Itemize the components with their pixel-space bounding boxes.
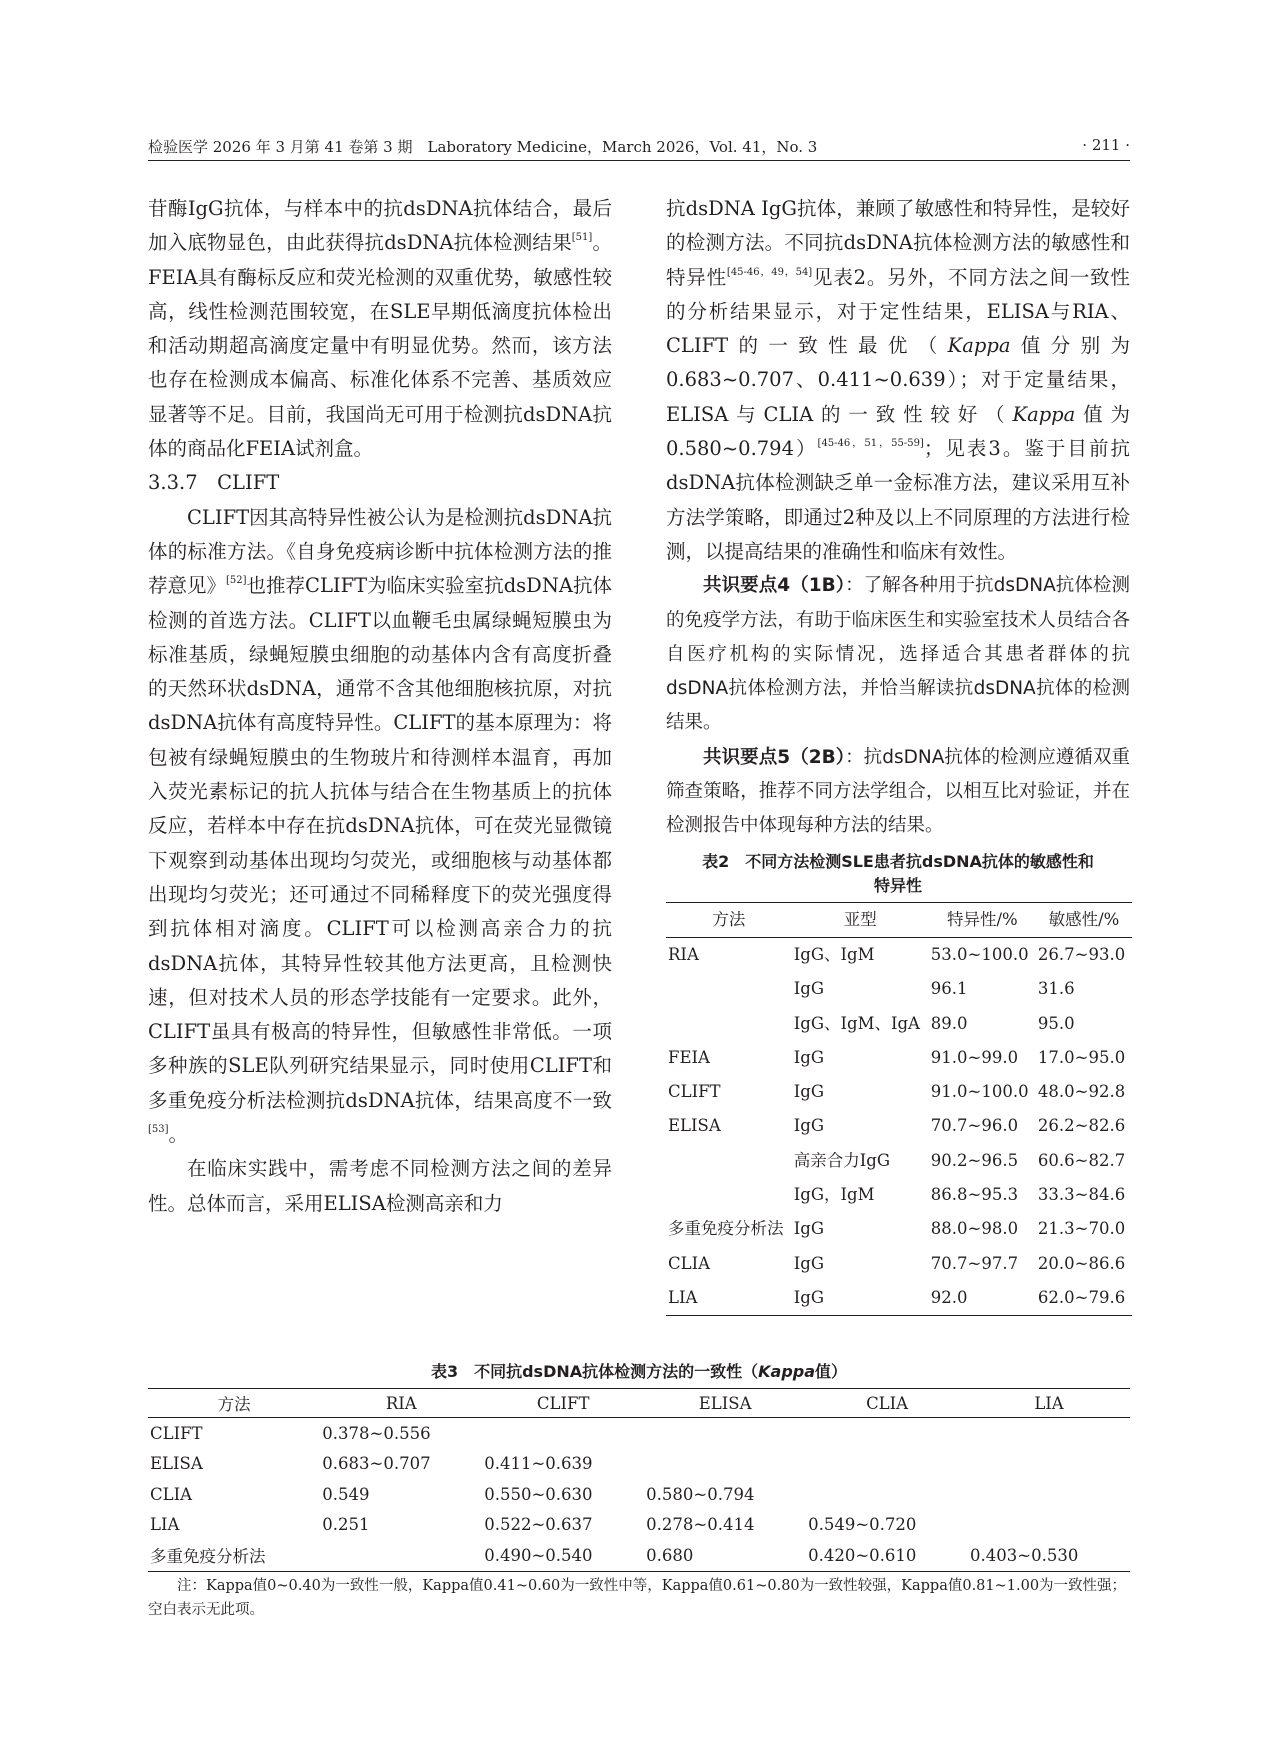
table-row: CLIFT IgG 91.0~100.0 48.0~92.8	[668, 1082, 1126, 1102]
column-header: RIA	[320, 1389, 482, 1418]
table2-caption: 表2 不同方法检测SLE患者抗dsDNA抗体的敏感性和 特异性	[702, 851, 1094, 895]
table-row: IgG，IgM 86.8~95.3 33.3~84.6	[793, 1185, 1126, 1205]
paragraph-continued: 抗dsDNA IgG抗体，兼顾了敏感性和特异性，是较好的检测方法。不同抗dsDNA抗体检测方法的敏感性和特异性[45-46，49，54]见表2。另外，不同方法之间一致性的分析结果显示，对于定性结果，ELISA与RIA、CLIFT的一致性最优（Kappa值分别为0.683~0.707、0.411~0.639）；对于定量结果，ELISA与CLIA的一致性较好（Kappa值为0.580~0.794）[45-46，51，55-59]；见表3。鉴于目前抗dsDNA抗体检测缺乏单一金标准方法，建议采用互补方法学策略，即通过2种及以上不同原理的方法进行检测，以提高结果的准确性和临床有效性。	[666, 197, 1130, 563]
table-row: LIA IgG 92.0 62.0~79.6	[666, 1281, 1132, 1316]
section-heading: 3.3.7 CLIFT	[148, 471, 280, 495]
citation: [52]	[226, 575, 247, 587]
table-row: LIA 0.251 0.522~0.637 0.278~0.414 0.549~0.720	[150, 1515, 917, 1535]
table2	[666, 902, 1132, 1317]
table-row: 高亲合力IgG 90.2~96.5 60.6~82.7	[793, 1150, 1126, 1170]
table-row: RIA IgG、IgM 53.0~100.0 26.7~93.0	[668, 944, 1126, 964]
page-number: · 211 ·	[1082, 136, 1130, 154]
table3	[148, 1388, 1130, 1572]
column-header: 方法	[148, 1389, 320, 1418]
citation: [45-46，49，54]	[726, 266, 813, 278]
table-row: FEIA IgG 91.0~99.0 17.0~95.0	[668, 1047, 1126, 1067]
consensus-point-5: 共识要点5（2B）：抗dsDNA抗体的检测应遵循双重筛查策略，推荐不同方法学组合，以相互比对验证，并在检测报告中体现每种方法的结果。	[666, 746, 1130, 837]
table-row: 多重免疫分析法 0.490~0.540 0.680 0.420~0.610 0.403~0.530	[148, 1540, 1130, 1571]
column-header: CLIA	[806, 1389, 968, 1418]
paragraph-practice: 在临床实践中，需考虑不同检测方法之间的差异性。总体而言，采用ELISA检测高亲和力	[148, 1157, 612, 1215]
right-column	[666, 192, 1130, 1316]
left-column	[148, 192, 612, 1221]
running-header	[148, 134, 1130, 161]
table-header-row	[148, 1389, 1130, 1418]
table-row: IgG、IgM、IgA 89.0 95.0	[793, 1013, 1075, 1033]
table-row: CLIFT 0.378~0.556	[150, 1423, 431, 1443]
journal-citation: 检验医学 2026 年 3 月第 41 卷第 3 期 Laboratory Medicine，March 2026，Vol. 41，No. 3	[148, 138, 818, 156]
citation: [53]	[148, 1124, 169, 1136]
column-header: LIA	[968, 1389, 1130, 1418]
column-header: 方法	[666, 902, 792, 937]
table-row: CLIA IgG 70.7~97.7 20.0~86.6	[668, 1253, 1126, 1273]
paragraph-feia: 苷酶IgG抗体，与样本中的抗dsDNA抗体结合，最后加入底物显色，由此获得抗dsDNA抗体检测结果[51]。FEIA具有酶标反应和荧光检测的双重优势，敏感性较高，线性检测范围较宽，在SLE早期低滴度抗体检出和活动期超高滴度定量中有明显优势。然而，该方法也存在检测成本偏高、标准化体系不完善、基质效应显著等不足。目前，我国尚无可用于检测抗dsDNA抗体的商品化FEIA试剂盒。	[148, 197, 612, 461]
table-row: ELISA IgG 70.7~96.0 26.2~82.6	[668, 1116, 1126, 1136]
table3-note: 注：Kappa值0~0.40为一致性一般，Kappa值0.41~0.60为一致性中等，Kappa值0.61~0.80为一致性较强，Kappa值0.81~1.00为一致性强；空白表示无此项。	[148, 1577, 1127, 1618]
table-row: 多重免疫分析法 IgG 88.0~98.0 21.3~70.0	[668, 1219, 1126, 1239]
citation: [45-46，51，55-59]	[817, 438, 924, 450]
paragraph-clift: CLIFT因其高特异性被公认为是检测抗dsDNA抗体的标准方法。《自身免疫病诊断中抗体检测方法的推荐意见》[52]也推荐CLIFT为临床实验室抗dsDNA抗体检测的首选方法。CLIFT以血鞭毛虫属绿蝇短膜虫为标准基质，绿蝇短膜虫细胞的动基体内含有高度折叠的天然环状dsDNA，通常不含其他细胞核抗原，对抗dsDNA抗体有高度特异性。CLIFT的基本原理为：将包被有绿蝇短膜虫的生物玻片和待测样本温育，再加入荧光素标记的抗人抗体与结合在生物基质上的抗体反应，若样本中存在抗dsDNA抗体，可在荧光显微镜下观察到动基体出现均匀荧光，或细胞核与动基体都出现均匀荧光；还可通过不同稀释度下的荧光强度得到抗体相对滴度。CLIFT可以检测高亲合力的抗dsDNA抗体，其特异性较其他方法更高，且检测快速，但对技术人员的形态学技能有一定要求。此外，CLIFT虽具有极高的特异性，但敏感性非常低。一项多种族的SLE队列研究结果显示，同时使用CLIFT和多重免疫分析法检测抗dsDNA抗体，结果高度不一致[53]。	[148, 505, 612, 1147]
table-row: CLIA 0.549 0.550~0.630 0.580~0.794	[150, 1484, 755, 1504]
column-header: 特异性/%	[929, 902, 1036, 937]
table3-block	[148, 1354, 1130, 1622]
consensus-point-4: 共识要点4（1B）：了解各种用于抗dsDNA抗体检测的免疫学方法，有助于临床医生和实验室技术人员结合各自医疗机构的实际情况，选择适合其患者群体的抗dsDNA抗体检测方法，并恰当解读抗dsDNA抗体的检测结果。	[666, 575, 1130, 734]
table-row: ELISA 0.683~0.707 0.411~0.639	[150, 1454, 593, 1474]
column-header: ELISA	[644, 1389, 806, 1418]
table3-caption: 表3 不同抗dsDNA抗体检测方法的一致性（Kappa值）	[430, 1362, 848, 1381]
table-row: IgG 96.1 31.6	[793, 979, 1075, 999]
column-header: 敏感性/%	[1036, 902, 1132, 937]
column-header: 亚型	[792, 902, 929, 937]
column-header: CLIFT	[482, 1389, 644, 1418]
citation: [51]	[571, 232, 593, 244]
table-header-row	[666, 902, 1132, 937]
